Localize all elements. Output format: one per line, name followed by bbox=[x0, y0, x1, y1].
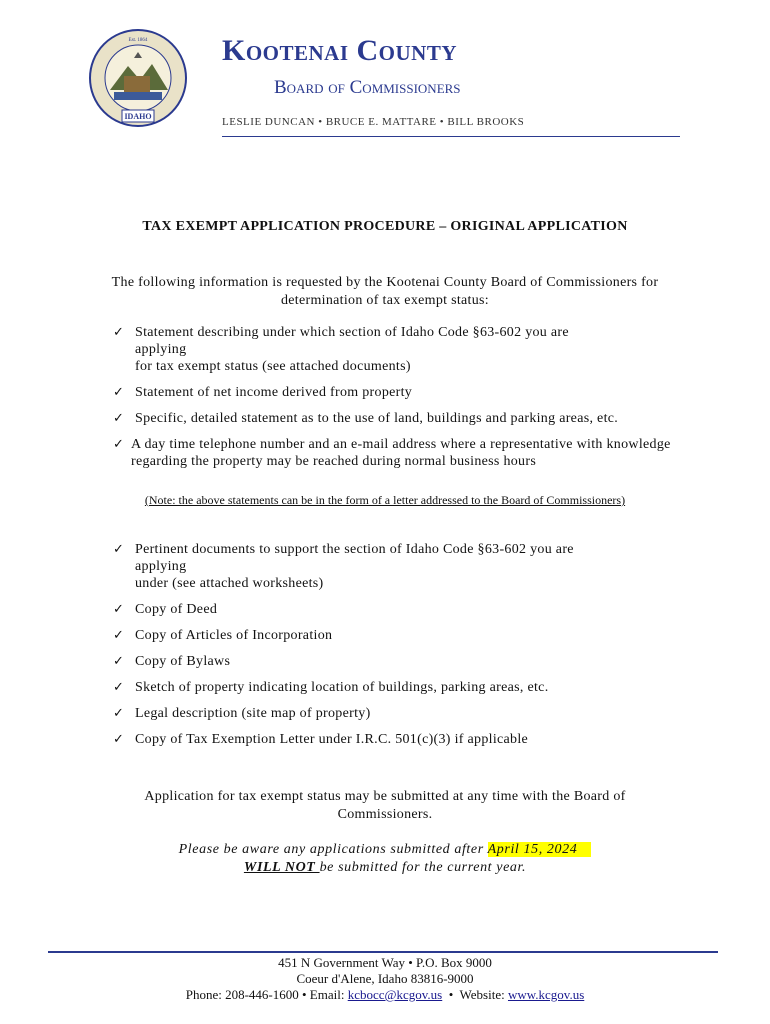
svg-text:IDAHO: IDAHO bbox=[124, 112, 152, 121]
board-name: Board of Commissioners bbox=[274, 77, 461, 98]
commissioners-list: LESLIE DUNCAN • BRUCE E. MATTARE • BILL BROOKS bbox=[222, 116, 525, 128]
footer-contact-line: Phone: 208-446-1600 • Email: kcbocc@kcgov.us • Website: www.kcgov.us bbox=[185, 987, 585, 1002]
checkmark-icon: ✓ bbox=[113, 732, 125, 747]
checkmark-icon: ✓ bbox=[113, 437, 125, 452]
list-item: ✓ Specific, detailed statement as to the use of land, buildings and parking areas, etc. bbox=[113, 411, 619, 426]
list-item: ✓ Copy of Articles of Incorporation bbox=[113, 628, 333, 643]
letterhead bbox=[0, 0, 770, 145]
deadline-date-highlight: April 15, 2024 bbox=[488, 842, 592, 857]
footer-divider bbox=[48, 951, 718, 953]
header-divider bbox=[222, 136, 680, 137]
submission-info: Application for tax exempt status may be submitted at any time with the Board of Commissioners. bbox=[144, 789, 626, 822]
footer bbox=[0, 955, 770, 1003]
list-item: ✓ Statement describing under which section of Idaho Code §63-602 you are applying for tax exempt status (see attached documents) bbox=[113, 325, 569, 374]
county-name: Kootenai County bbox=[222, 34, 458, 67]
list-item: ✓ A day time telephone number and an e-mail address where a representative with knowledge regarding the property may be reached during normal business hours bbox=[113, 437, 671, 469]
checkmark-icon: ✓ bbox=[113, 628, 125, 643]
svg-text:Est. 1864: Est. 1864 bbox=[128, 38, 148, 43]
email-link[interactable]: kcbocc@kcgov.us bbox=[347, 987, 443, 1002]
list-item: ✓ Pertinent documents to support the section of Idaho Code §63-602 you are applying under (see attached worksheets) bbox=[113, 542, 574, 591]
checkmark-icon: ✓ bbox=[113, 542, 125, 557]
checkmark-icon: ✓ bbox=[113, 654, 125, 669]
checkmark-icon: ✓ bbox=[113, 706, 125, 721]
intro-paragraph: The following information is requested by the Kootenai County Board of Commissioners for determination of tax exempt status: bbox=[111, 275, 659, 308]
note-text: (Note: the above statements can be in the form of a letter addressed to the Board of Commissioners) bbox=[144, 493, 626, 507]
list-item: ✓ Copy of Bylaws bbox=[113, 654, 231, 669]
checkmark-icon: ✓ bbox=[113, 680, 125, 695]
brand-block bbox=[222, 36, 461, 97]
checkmark-icon: ✓ bbox=[113, 602, 125, 617]
will-not-emphasis: WILL NOT bbox=[243, 860, 320, 875]
checkmark-icon: ✓ bbox=[113, 385, 125, 400]
county-seal-logo bbox=[88, 28, 188, 128]
footer-address-line2: Coeur d'Alene, Idaho 83816-9000 bbox=[296, 971, 474, 986]
footer-address-line1: 451 N Government Way • P.O. Box 9000 bbox=[278, 955, 492, 970]
website-link[interactable]: www.kcgov.us bbox=[507, 987, 585, 1002]
list-item: ✓ Copy of Deed bbox=[113, 602, 218, 617]
requirements-list-statements bbox=[113, 324, 683, 479]
checkmark-icon: ✓ bbox=[113, 325, 125, 340]
requirements-list-documents bbox=[113, 541, 683, 757]
list-item: ✓ Legal description (site map of property) bbox=[113, 706, 371, 721]
checkmark-icon: ✓ bbox=[113, 411, 125, 426]
deadline-warning: Please be aware any applications submitted after April 15, 2024 WILL NOT be submitted for the current year. bbox=[80, 841, 690, 877]
list-item: ✓ Sketch of property indicating location of buildings, parking areas, etc. bbox=[113, 680, 549, 695]
page-title: TAX EXEMPT APPLICATION PROCEDURE – ORIGINAL APPLICATION bbox=[142, 219, 628, 234]
list-item: ✓ Statement of net income derived from property bbox=[113, 385, 413, 400]
list-item: ✓ Copy of Tax Exemption Letter under I.R.C. 501(c)(3) if applicable bbox=[113, 732, 529, 747]
